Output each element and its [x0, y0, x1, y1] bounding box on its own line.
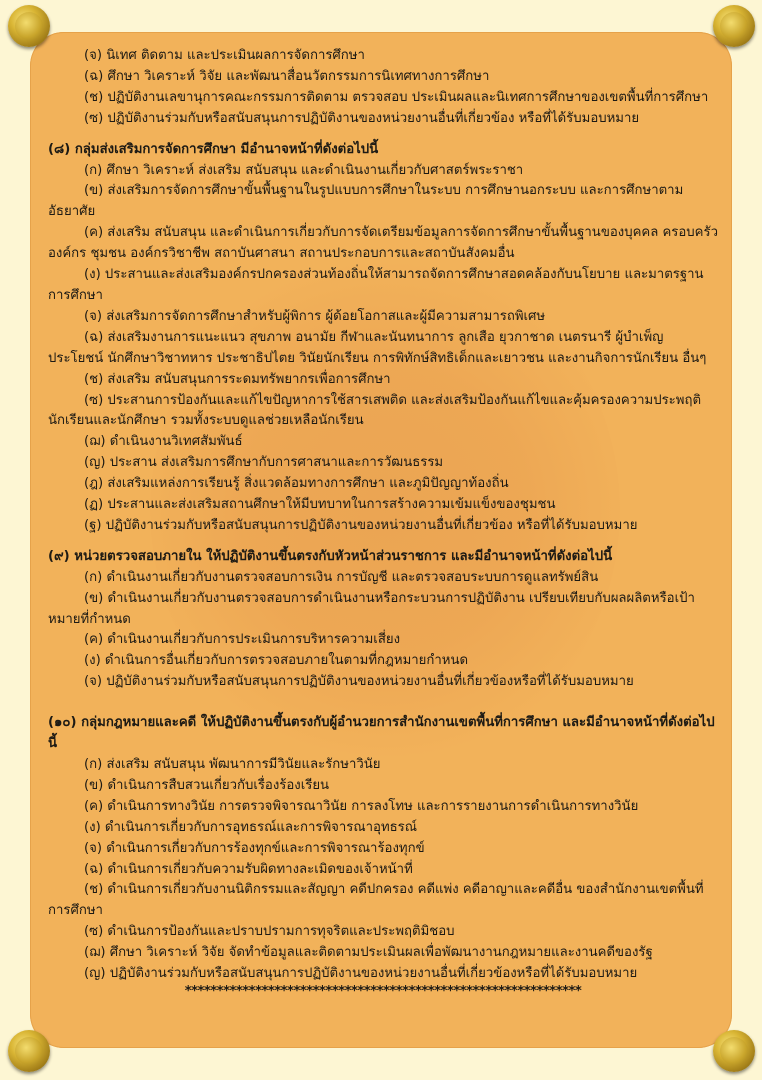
list-item: (ง) ประสานและส่งเสริมองค์กรปกครองส่วนท้องถิ่นให้สามารถจัดการศึกษาสอดคล้องกับนโยบาย และมาตรฐานการศึกษา — [48, 267, 704, 303]
list-item: (ฐ) ปฏิบัติงานร่วมกับหรือสนับสนุนการปฏิบัติงานของหน่วยงานอื่นที่เกี่ยวข้อง หรือที่ได้รับมอบหมาย — [84, 517, 638, 533]
list-item: (ช) ดำเนินการเกี่ยวกับงานนิติกรรมและสัญญา คดีปกครอง คดีแพ่ง คดีอาญาและคดีอื่น ของสำนักงานเขตพื้นที่การศึกษา — [48, 882, 704, 919]
list-item: (ข) ส่งเสริมการจัดการศึกษาขั้นพื้นฐานในรูปแบบการศึกษาในระบบ การศึกษานอกระบบ และการศึกษาตามอัธยาศัย — [48, 183, 684, 220]
list-item: (ฉ) ดำเนินการเกี่ยวกับความรับผิดทางละเมิดของเจ้าหน้าที่ — [84, 861, 413, 877]
list-item: (ค) ส่งเสริม สนับสนุน และดำเนินการเกี่ยวกับการจัดเตรียมข้อมูลการจัดการศึกษาขั้นพื้นฐานของบุคคล ครอบครัว องค์กร ชุมชน องค์กรวิชาชีพ สถาบันศาสนา สถานประกอบการและสถาบันสังคมอื่น — [48, 225, 718, 262]
corner-bolt-top-right-icon — [713, 5, 755, 47]
list-item: (ญ) ปฏิบัติงานร่วมกับหรือสนับสนุนการปฏิบัติงานของหน่วยงานอื่นที่เกี่ยวข้องหรือที่ได้รับมอบหมาย — [84, 966, 638, 982]
list-item: (ฌ) ศึกษา วิเคราะห์ วิจัย จัดทำข้อมูลและติดตามประเมินผลเพื่อพัฒนางานกฎหมายและงานคดีของรัฐ — [84, 945, 653, 961]
footer-stars-divider: ************************************************************** — [184, 983, 582, 999]
list-item: (ก) ดำเนินงานเกี่ยวกับงานตรวจสอบการเงิน การบัญชี และตรวจสอบระบบการดูแลทรัพย์สิน — [84, 569, 599, 585]
section-heading-8: (๘) กลุ่มส่งเสริมการจัดการศึกษา มีอำนาจหน้าที่ดังต่อไปนี้ — [48, 141, 379, 157]
document-body — [48, 46, 718, 999]
list-item: (ช) ปฏิบัติงานเลขานุการคณะกรรมการติดตาม ตรวจสอบ ประเมินผลและนิเทศการศึกษาของเขตพื้นที่การศึกษา — [84, 89, 709, 105]
list-item: (ข) ดำเนินการสืบสวนเกี่ยวกับเรื่องร้องเรียน — [84, 777, 330, 793]
list-item: (จ) ดำเนินการเกี่ยวกับการร้องทุกข์และการพิจารณาร้องทุกข์ — [84, 840, 425, 856]
list-item: (ฉ) ศึกษา วิเคราะห์ วิจัย และพัฒนาสื่อนวัตกรรมการนิเทศทางการศึกษา — [84, 68, 490, 84]
list-item: (ฏ) ประสานและส่งเสริมสถานศึกษาให้มีบทบาทในการสร้างความเข้มแข็งของชุมชน — [84, 497, 556, 513]
section-heading-10: (๑๐) กลุ่มกฎหมายและคดี ให้ปฏิบัติงานขึ้นตรงกับผู้อำนวยการสำนักงานเขตพื้นที่การศึกษา และมีอำนาจหน้าที่ดังต่อไปนี้ — [48, 715, 715, 752]
list-item: (จ) ส่งเสริมการจัดการศึกษาสำหรับผู้พิการ ผู้ด้อยโอกาสและผู้มีความสามารถพิเศษ — [84, 308, 546, 324]
list-item: (ญ) ประสาน ส่งเสริมการศึกษากับการศาสนาและการวัฒนธรรม — [84, 455, 444, 471]
list-item: (ฌ) ดำเนินงานวิเทศสัมพันธ์ — [84, 434, 243, 450]
list-item: (จ) นิเทศ ติดตาม และประเมินผลการจัดการศึกษา — [84, 48, 365, 63]
corner-bolt-bottom-left-icon — [8, 1030, 50, 1072]
list-item: (ค) ดำเนินงานเกี่ยวกับการประเมินการบริหารความเสี่ยง — [84, 632, 401, 648]
list-item: (ซ) ประสานการป้องกันและแก้ไขปัญหาการใช้สารเสพติด และส่งเสริมป้องกันแก้ไขและคุ้มครองความประพฤตินักเรียนและนักศึกษา รวมทั้งระบบดูแลช่วยเหลือนักเรียน — [48, 392, 702, 429]
corner-bolt-bottom-right-icon — [713, 1030, 755, 1072]
corner-bolt-top-left-icon — [8, 5, 50, 47]
list-item: (ซ) ปฏิบัติงานร่วมกับหรือสนับสนุนการปฏิบัติงานของหน่วยงานอื่นที่เกี่ยวข้อง หรือที่ได้รับมอบหมาย — [84, 110, 640, 126]
list-item: (จ) ปฏิบัติงานร่วมกับหรือสนับสนุนการปฏิบัติงานของหน่วยงานอื่นที่เกี่ยวข้องหรือที่ได้รับมอบหมาย — [84, 674, 634, 690]
list-item: (ซ) ดำเนินการป้องกันและปราบปรามการทุจริตและประพฤติมิชอบ — [84, 924, 455, 940]
list-item: (ก) ศึกษา วิเคราะห์ ส่งเสริม สนับสนุน และดำเนินงานเกี่ยวกับศาสตร์พระราชา — [84, 162, 524, 178]
list-item: (ช) ส่งเสริม สนับสนุนการระดมทรัพยากรเพื่อการศึกษา — [84, 371, 391, 387]
list-item: (ข) ดำเนินงานเกี่ยวกับงานตรวจสอบการดำเนินงานหรือกระบวนการปฏิบัติงาน เปรียบเทียบกับผลผลิตหรือเป้าหมายที่กำหนด — [48, 590, 695, 627]
list-item: (ง) ดำเนินการเกี่ยวกับการอุทธรณ์และการพิจารณาอุทธรณ์ — [84, 819, 417, 835]
list-item: (ก) ส่งเสริม สนับสนุน พัฒนาการมีวินัยและรักษาวินัย — [84, 757, 381, 772]
list-item: (ฉ) ส่งเสริมงานการแนะแนว สุขภาพ อนามัย กีฬาและนันทนาการ ลูกเสือ ยุวกาชาด เนตรนารี ผู้บำเพ็ญประโยชน์ นักศึกษาวิชาทหาร ประชาธิปไตย วินัยนักเรียน การพิทักษ์สิทธิเด็กและเยาวชน และงานกิจการนักเรียน อื่นๆ — [48, 329, 707, 366]
section-heading-9: (๙) หน่วยตรวจสอบภายใน ให้ปฏิบัติงานขึ้นตรงกับหัวหน้าส่วนราชการ และมีอำนาจหน้าที่ดังต่อไปนี้ — [48, 548, 613, 564]
list-item: (ง) ดำเนินการอื่นเกี่ยวกับการตรวจสอบภายในตามที่กฎหมายกำหนด — [84, 653, 469, 669]
list-item: (ค) ดำเนินการทางวินัย การตรวจพิจารณาวินัย การลงโทษ และการรายงานการดำเนินการทางวินัย — [84, 798, 639, 814]
list-item: (ฎ) ส่งเสริมแหล่งการเรียนรู้ สิ่งแวดล้อมทางการศึกษา และภูมิปัญญาท้องถิ่น — [84, 476, 509, 492]
